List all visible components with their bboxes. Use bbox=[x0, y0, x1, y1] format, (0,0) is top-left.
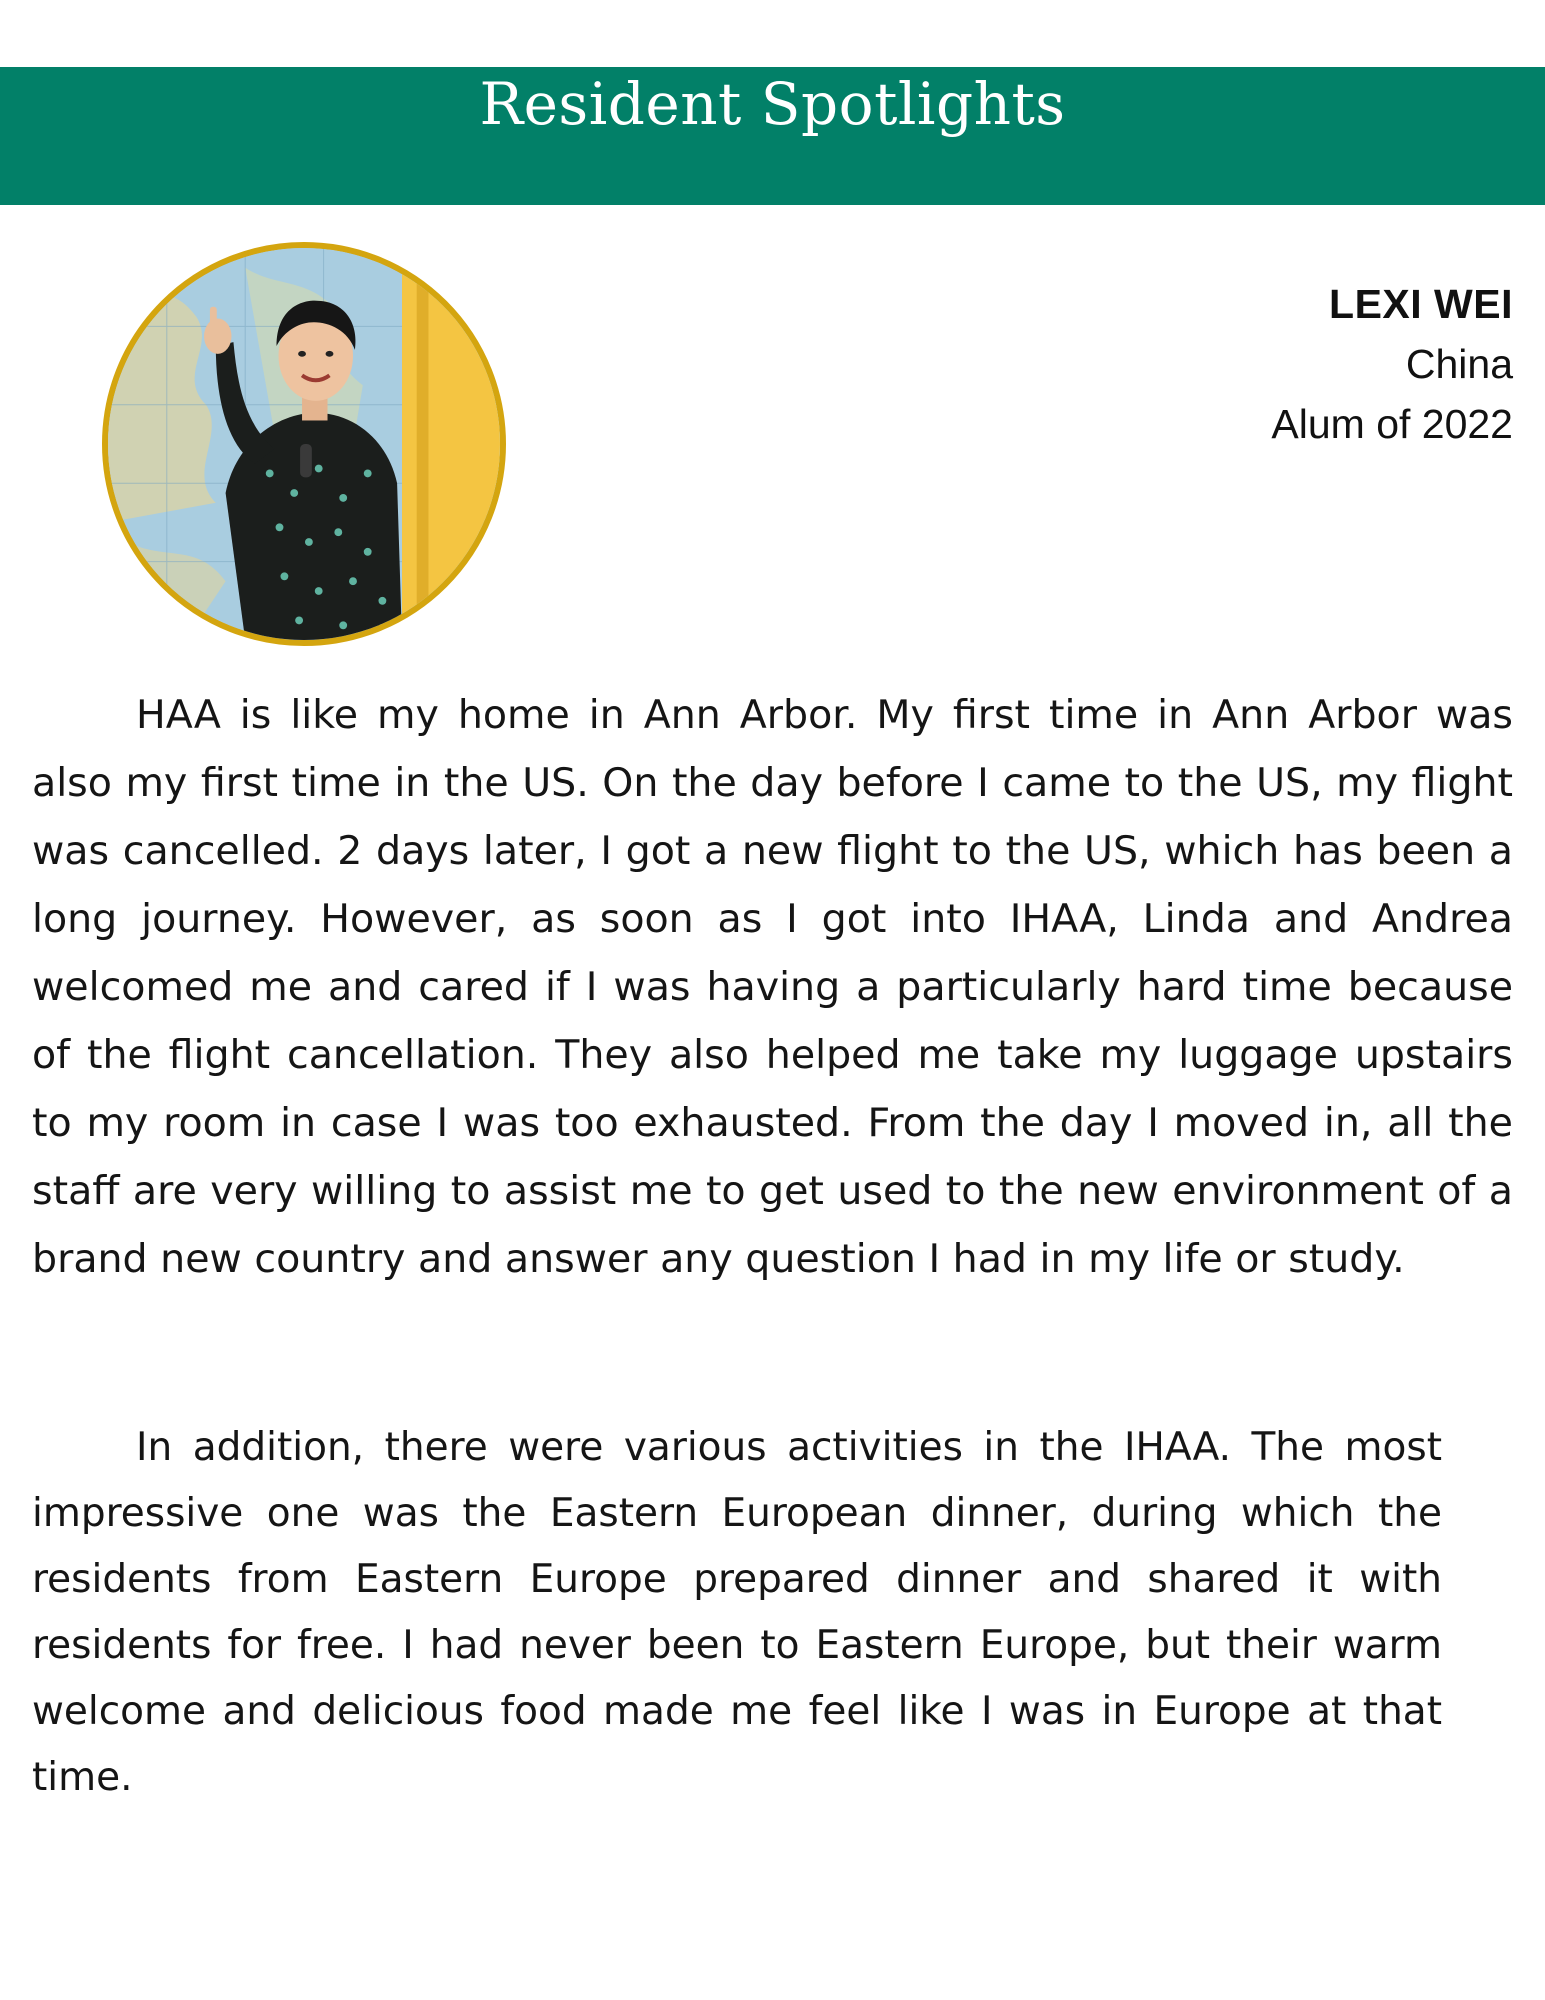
story-paragraph-1: HAA is like my home in Ann Arbor. My first time in Ann Arbor was also my first time in the US. On the day before I came to the US, my flight was cancelled. 2 days later, I got a new flight to the US, which has been a long journey. However, as soon as I got into IHAA, Linda and Andrea welcomed me and cared if I was having a particularly hard time because of the flight cancellation. They also helped me take my luggage upstairs to my room in case I was too exhausted. From the day I moved in, all the staff are very willing to assist me to get used to the new environment of a brand new country and answer any question I had in my life or study. bbox=[32, 692, 1513, 1282]
page-title: Resident Spotlights bbox=[479, 70, 1066, 138]
resident-name: LEXI WEI bbox=[1329, 281, 1513, 327]
story-paragraph-2: In addition, there were various activities in the IHAA. The most impressive one was the Eastern European dinner, during which the residents from Eastern Europe prepared dinner and shared it with residents for free. I had never been to Eastern Europe, but their warm welcome and delicious food made me feel like I was in Europe at that time. bbox=[32, 1425, 1442, 1800]
resident-photo-image bbox=[108, 248, 500, 640]
resident-alum-year: Alum of 2022 bbox=[1271, 401, 1513, 447]
resident-identity bbox=[1271, 274, 1513, 454]
resident-photo bbox=[102, 242, 506, 646]
resident-country: China bbox=[1405, 341, 1513, 387]
